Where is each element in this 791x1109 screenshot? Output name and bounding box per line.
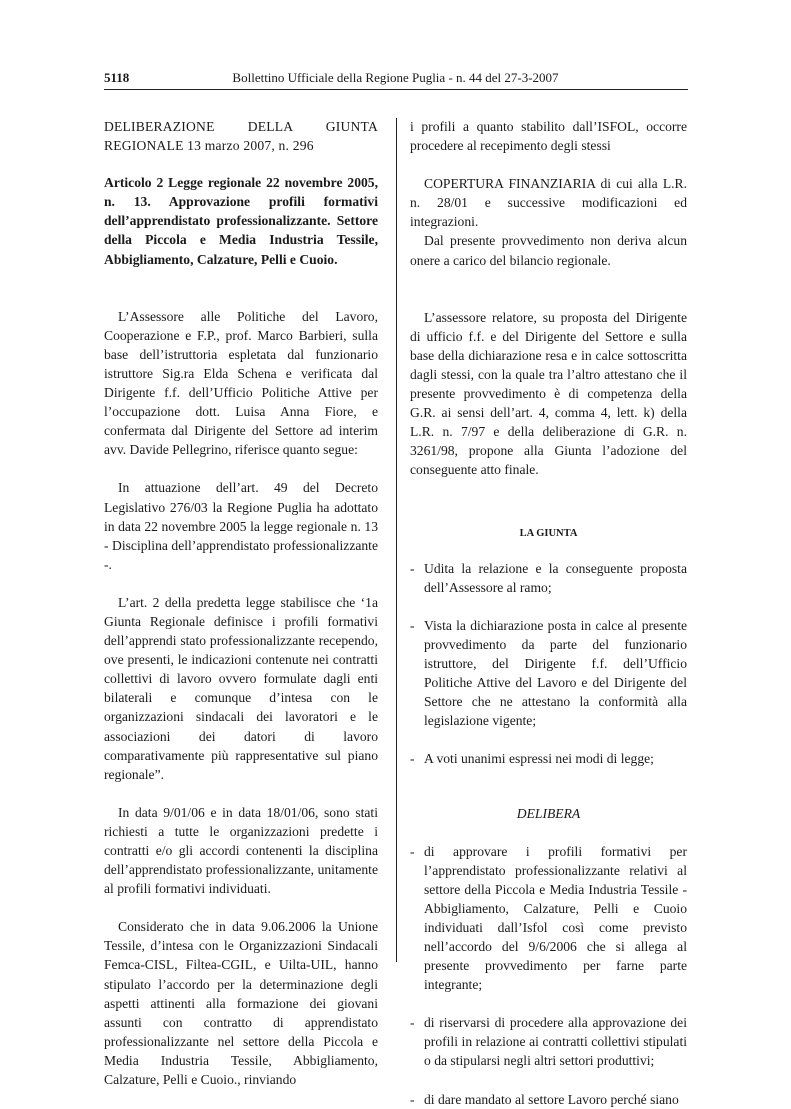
paragraph-richieste: In data 9/01/06 e in data 18/01/06, sono stati richiesti a tutte le organizzazioni predette i contratti e/o gli accordi contenenti la disciplina dell’apprendistato professionalizzante, unitamente al profili formativi individuati. — [104, 804, 378, 897]
header-rule — [104, 89, 688, 90]
list-item: - A voti unanimi espressi nei modi di legge; — [410, 749, 687, 768]
list-item: - di dare mandato al settore Lavoro perché siano — [410, 1090, 687, 1109]
list-item: - Vista la dichiarazione posta in calce al presente provvedimento da parte del funzionario istruttore, del Dirigente f.f. dell’Ufficio Politiche Attive del Lavoro e del Dirigente del Settore che ne attestano la conformità alla legislazione vigente; — [410, 617, 687, 729]
list-dash: - — [410, 617, 415, 633]
list-dash: - — [410, 1091, 415, 1107]
list-item: - di approvare i profili formativi per l’apprendistato professionalizzante relativi al settore della Piccola e Media Industria Tessile - Abbigliamento, Calzature, Pelli e Cuoio individuati dall’Isfol così come previsto nell’accordo del 9/6/2006 che si allega al presente provvedimento per farne parte integrante; — [410, 843, 687, 993]
list-dash: - — [410, 843, 415, 859]
paragraph-onere: Dal presente provvedimento non deriva alcun onere a carico del bilancio regionale. — [410, 233, 687, 268]
list-item: - di riservarsi di procedere alla approvazione dei profili in relazione ai contratti collettivi stipulati o da stipularsi negli altri settori produttivi; — [410, 1015, 687, 1069]
paragraph-continuation: i profili a quanto stabilito dall’ISFOL, occorre procedere al recepimento degli stessi — [410, 119, 687, 154]
page-number: 5118 — [104, 70, 130, 85]
running-title: Bollettino Ufficiale della Regione Puglia - n. 44 del 27-3-2007 — [232, 70, 559, 85]
paragraph-intro: L’Assessore alle Politiche del Lavoro, Cooperazione e F.P., prof. Marco Barbieri, sulla base dell’istruttoria espletata dal funzionario istruttore Sig.ra Elda Schena e verificata dal Dirigente f.f. dell’Ufficio Politiche Attive per l’occupazione dott. Luisa Anna Fiore, e confermata dal Dirigente del Settore ad interim avv. Davide Pellegrino, riferisce quanto segue: — [104, 308, 378, 458]
section-heading-la-giunta: LA GIUNTA — [519, 527, 578, 539]
paragraph-art2: L’art. 2 della predetta legge stabilisce che ‘1a Giunta Regionale definisce i profili formativi dell’apprendi stato professionalizzante recependo, ove presenti, le indicazioni contenute nei contratti collettivi di lavoro ovvero formulate dagli enti bilaterali e comunque d’intesa con le organizzazioni sindacali dei lavoratori e le associazioni dei datori di lavoro comparativamente più rappresentative sul piano regionale”. — [104, 594, 378, 782]
paragraph-copertura: COPERTURA FINANZIARIA di cui alla L.R. n. 28/01 e successive modificazioni ed integrazioni. — [410, 176, 687, 230]
paragraph-attuazione: In attuazione dell’art. 49 del Decreto Legislativo 276/03 la Regione Puglia ha adottato in data 22 novembre 2005 la legge regionale n. 13 - Disciplina dell’apprendistato professionalizzante -. — [104, 480, 378, 572]
left-column — [104, 117, 378, 1089]
deliberation-subject: Articolo 2 Legge regionale 22 novembre 2005, n. 13. Approvazione profili formativi dell’apprendistato professionalizzante. Settore della Piccola e Media Industria Tessile, Abbigliamento, Calzature, Pelli e Cuoio. — [104, 175, 378, 267]
list-dash: - — [410, 751, 415, 767]
page-header — [104, 70, 687, 90]
paragraph-considerato: Considerato che in data 9.06.2006 la Unione Tessile, d’intesa con le Organizzazioni Sindacali Femca-CISL, Filtea-CGIL, e Uilta-UIL, hanno stipulato l’accordo per la determinazione degli aspetti attinenti alla formazione dei giovani assunti con contratto di apprendistato professionalizzante nel settore della Piccola e Media Industria Tessile, Abbigliamento, Calzature, Pelli e Cuoio., rinviando — [104, 919, 378, 1088]
deliberation-title: DELIBERAZIONE DELLA GIUNTA REGIONALE 13 marzo 2007, n. 296 — [104, 119, 378, 154]
paragraph-assessore-relatore: L’assessore relatore, su proposta del Dirigente di ufficio f.f. e del Dirigente del Settore e sulla base della dichiarazione resa e in calce sottoscritta dagli stessi, con la quale tra l’altro attestano che il presente provvedimento è di competenza della G.R. ai sensi dell’art. 4, comma 4, lett. k) della L.R. n. 7/97 e della deliberazione di G.R. n. 3261/98, propone alla Giunta l’adozione del conseguente atto finale. — [410, 309, 687, 478]
section-heading-delibera: DELIBERA — [516, 806, 581, 822]
list-dash: - — [410, 560, 415, 576]
list-item: - Udita la relazione e la conseguente proposta dell’Assessore al ramo; — [410, 560, 687, 595]
column-divider — [396, 118, 397, 962]
right-column — [410, 117, 687, 1109]
list-dash: - — [410, 1015, 415, 1031]
